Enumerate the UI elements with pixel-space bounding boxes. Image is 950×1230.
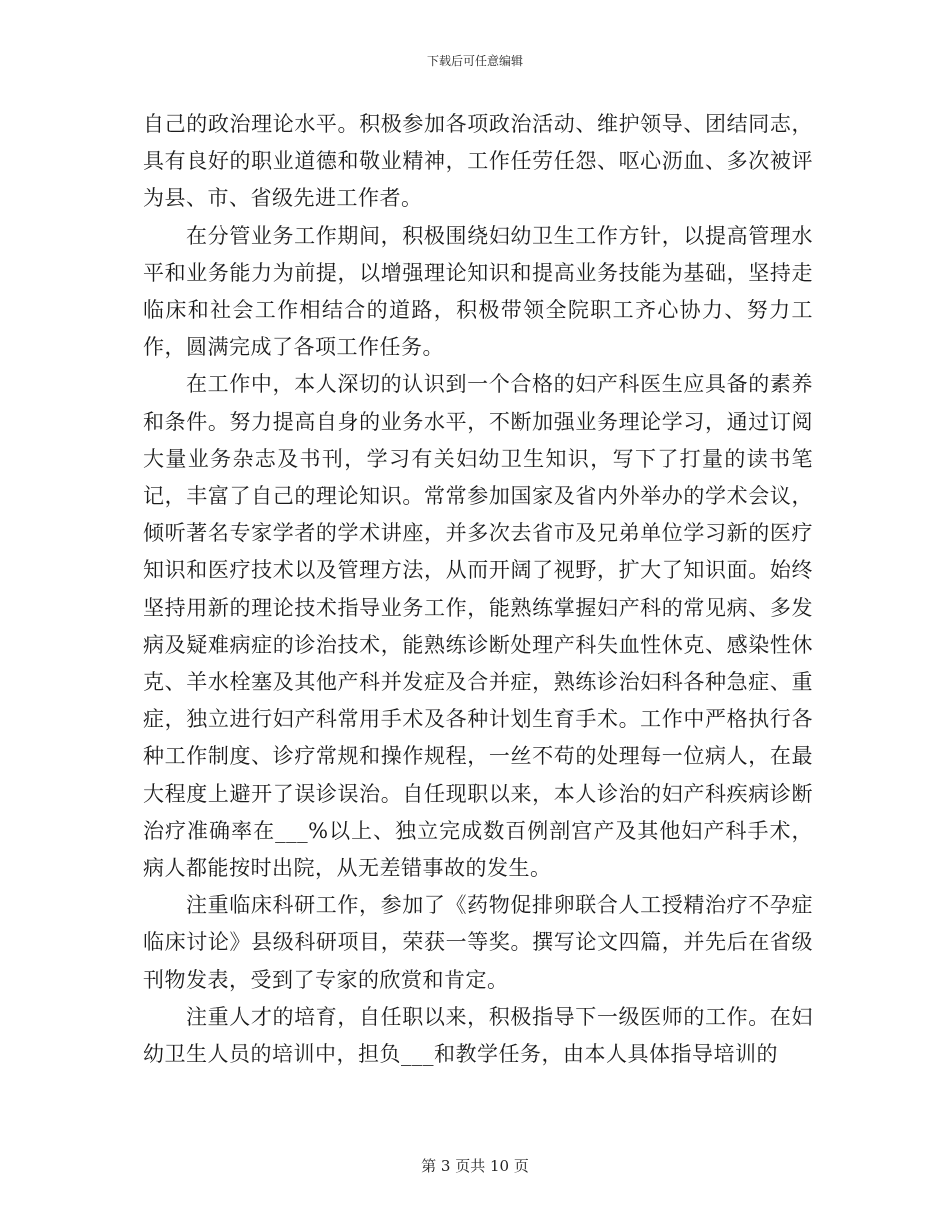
paragraph-2: 在分管业务工作期间，积极围绕妇幼卫生工作方针，以提高管理水平和业务能力为前提，以增强理论知识和提高业务技能为基础，坚持走临床和社会工作相结合的道路，积极带领全院职工齐心协力、努力工作，圆满完成了各项工作任务。 [143, 223, 813, 360]
paragraph-4: 注重临床科研工作，参加了《药物促排卵联合人工授精治疗不孕症临床讨论》县级科研项目，荣获一等奖。撰写论文四篇，并先后在省级刊物发表，受到了专家的欣赏和肯定。 [143, 893, 813, 992]
paragraph-3: 在工作中，本人深切的认识到一个合格的妇产科医生应具备的素养和条件。努力提高自身的业务水平，不断加强业务理论学习，通过订阅大量业务杂志及书刊，学习有关妇幼卫生知识，写下了打量的读书笔记，丰富了自己的理论知识。常常参加国家及省内外举办的学术会议，倾听著名专家学者的学术讲座，并多次去省市及兄弟单位学习新的医疗知识和医疗技术以及管理方法，从而开阔了视野，扩大了知识面。始终坚持用新的理论技术指导业务工作，能熟练掌握妇产科的常见病、多发病及疑难病症的诊治技术，能熟练诊断处理产科失血性休克、感染性休克、羊水栓塞及其他产科并发症及合并症，熟练诊治妇科各种急症、重症，独立进行妇产科常用手术及各种计划生育手术。工作中严格执行各种工作制度、诊疗常规和操作规程，一丝不苟的处理每一位病人，在最大程度上避开了误诊误治。自任现职以来，本人诊治的妇产科疾病诊断治疗准确率在___%以上、独立完成数百例剖宫产及其他妇产科手术，病人都能按时出院，从无差错事故的发生。 [143, 372, 813, 881]
page-number: 第 3 页共 10 页 [421, 1157, 529, 1175]
paragraph-1: 自己的政治理论水平。积极参加各项政治活动、维护领导、团结同志，具有良好的职业道德和敬业精神，工作任劳任怨、呕心沥血、多次被评为县、市、省级先进工作者。 [143, 112, 813, 211]
document-body [143, 106, 813, 1073]
page-header-note: 下载后可任意编辑 [426, 54, 523, 68]
paragraph-5: 注重人才的培育，自任职以来，积极指导下一级医师的工作。在妇幼卫生人员的培训中，担负___和教学任务，由本人具体指导培训的 [143, 1004, 813, 1067]
